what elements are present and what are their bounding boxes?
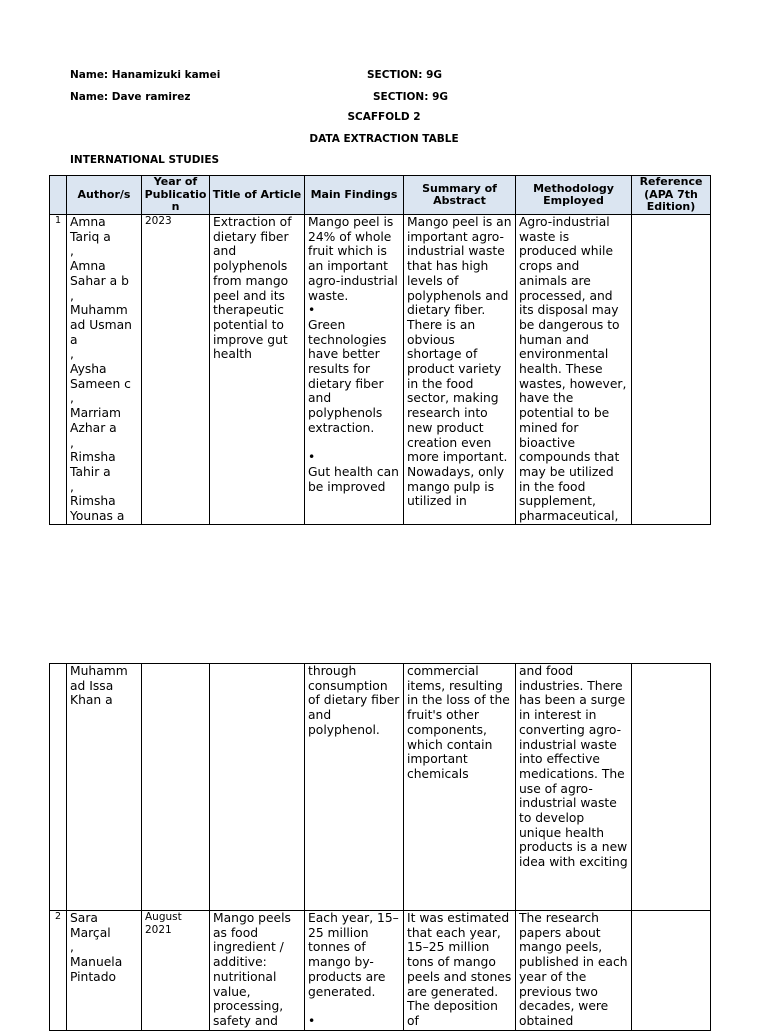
cell-summary: It was estimated that each year, 15–25 million tons of mango peels and stones are generated. The deposition of	[404, 911, 516, 1031]
cell-summary: commercial items, resulting in the loss of the fruit's other components, which contain important chemicals	[404, 664, 516, 911]
cell-findings: through consumption of dietary fiber and polyphenol.	[305, 664, 404, 911]
data-extraction-table-bottom	[49, 663, 711, 1031]
header-title: Title of Article	[210, 176, 305, 215]
cell-findings: Each year, 15–25 million tonnes of mango by-products are generated. •	[305, 911, 404, 1031]
section-1: SECTION: 9G	[367, 69, 443, 81]
header-summary: Summary of Abstract	[404, 176, 516, 215]
cell-summary: Mango peel is an important agro-industrial waste that has high levels of polyphenols and dietary fiber. There is an obvious shortage of product variety in the food sector, making research into new product creation even more important. Nowadays, only mango pulp is utilized in	[404, 215, 516, 525]
table-row	[50, 664, 711, 911]
section-2: SECTION: 9G	[373, 91, 449, 103]
cell-title	[210, 664, 305, 911]
header-authors: Author/s	[67, 176, 142, 215]
table-title: DATA EXTRACTION TABLE	[309, 133, 459, 145]
cell-authors: Amna Tariq a , Amna Sahar a b , Muhamm ad Usman a , Aysha Sameen c , Marriam Azhar a , Rimsha Tahir a , Rimsha Younas a	[67, 215, 142, 525]
table-row	[50, 911, 711, 1031]
cell-findings: Mango peel is 24% of whole fruit which is an important agro-industrial waste. • Green technologies have better results for dietary fiber and polyphenols extraction. • Gut health can be improved	[305, 215, 404, 525]
header-year: Year of Publication	[142, 176, 210, 215]
row-number: 1	[50, 215, 67, 525]
cell-title: Extraction of dietary fiber and polyphenols from mango peel and its therapeutic potential to improve gut health	[210, 215, 305, 525]
cell-authors: Sara Marçal , Manuela Pintado	[67, 911, 142, 1031]
cell-year: 2023	[142, 215, 210, 525]
cell-title: Mango peels as food ingredient / additive: nutritional value, processing, safety and	[210, 911, 305, 1031]
cell-authors: Muhamm ad Issa Khan a	[67, 664, 142, 911]
header-methodology: Methodology Employed	[516, 176, 632, 215]
header-reference: Reference (APA 7th Edition)	[632, 176, 711, 215]
student-name-1: Name: Hanamizuki kamei	[70, 69, 221, 81]
cell-year: August 2021	[142, 911, 210, 1031]
cell-year	[142, 664, 210, 911]
cell-methodology: Agro-industrial waste is produced while crops and animals are processed, and its disposal may be dangerous to human and environmental health. These wastes, however, have the potential to be mined for bioactive compounds that may be utilized in the food supplement, pharmaceutical,	[516, 215, 632, 525]
cell-methodology: and food industries. There has been a surge in interest in converting agro-industrial waste into effective medications. The use of agro-industrial waste to develop unique health products is a new idea with exciting	[516, 664, 632, 911]
category-label: INTERNATIONAL STUDIES	[70, 154, 220, 166]
data-extraction-table-top	[49, 175, 711, 525]
cell-reference	[632, 664, 711, 911]
cell-methodology: The research papers about mango peels, published in each year of the previous two decades, were obtained	[516, 911, 632, 1031]
row-number: 2	[50, 911, 67, 1031]
student-name-2: Name: Dave ramirez	[70, 91, 191, 103]
row-number	[50, 664, 67, 911]
cell-reference	[632, 911, 711, 1031]
table-row	[50, 215, 711, 525]
header-findings: Main Findings	[305, 176, 404, 215]
header-num	[50, 176, 67, 215]
header-row	[50, 176, 711, 215]
scaffold-title: SCAFFOLD 2	[347, 111, 421, 123]
cell-reference	[632, 215, 711, 525]
